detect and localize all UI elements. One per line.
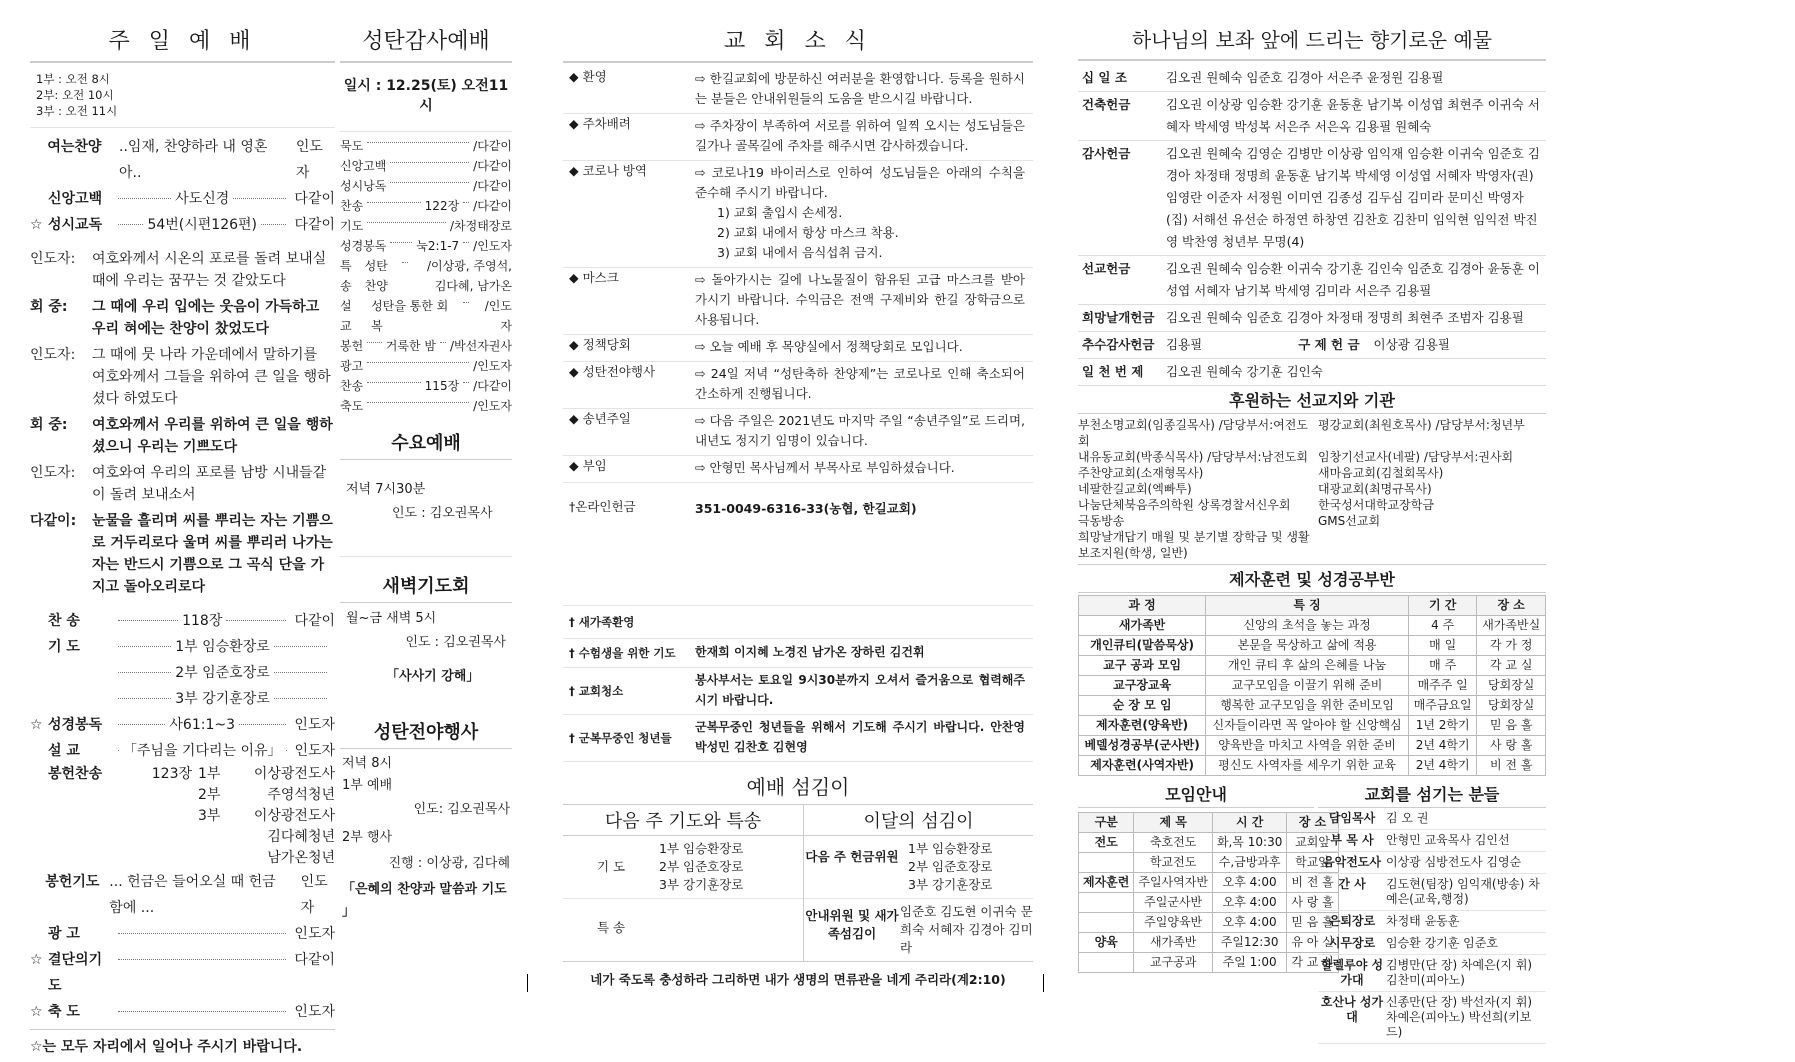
sunday-order-top <box>30 128 335 238</box>
christmas-order-row: 광고 /인도자 <box>340 359 512 373</box>
covid-rule: 1) 교회 출입시 손세정. <box>717 205 843 220</box>
training-row: 새가족반 신앙의 초석을 놓는 과정 4 주 새가족반실 <box>1079 616 1546 636</box>
responsive-reading <box>30 238 335 608</box>
training-row: 순 장 모 임 행복한 교구모임을 위한 준비모임 매주금요일 당회장실 <box>1079 696 1546 716</box>
stand-notice: ☆는 모두 자리에서 일어나 주시기 바랍니다. <box>30 1029 335 1062</box>
responsive-text: 여호와여 우리의 포로를 남방 시내들같이 돌려 보내소서 <box>92 465 327 503</box>
news-item <box>563 268 1033 335</box>
responsive-text: 그 때에 우리 입에는 웃음이 가득하고 우리 혀에는 찬양이 찼었도다 <box>92 299 320 337</box>
training-row: 베델성경공부(군사반) 양육반을 마치고 사역을 위한 준비 2년 4학기 사 랑 홀 <box>1079 736 1546 756</box>
news-key: ◆ 송년주일 <box>569 411 631 426</box>
news-text: ⇨ 24일 저녁 “성탄축하 찬양제”는 코로나로 인해 축소되어 간소하게 진행됩니다. <box>695 366 1025 401</box>
staff-names: 차정태 윤동훈 <box>1386 914 1460 928</box>
order-row <box>30 921 335 947</box>
news-text: ⇨ 오늘 예배 후 목양실에서 정책당회로 모입니다. <box>695 339 963 354</box>
news-text: ⇨ 한길교회에 방문하신 여러분을 환영합니다. 등록을 원하시는 분들은 안내위원들의 도움을 받으시길 바랍니다. <box>695 71 1025 106</box>
news-key: ◆ 부임 <box>569 458 607 473</box>
panel-sunday <box>30 22 335 1062</box>
news-item <box>563 161 1033 268</box>
news-key: ◆ 주차배려 <box>569 116 631 131</box>
staff-names: 김 오 권 <box>1386 811 1429 825</box>
order-leader: 다같이 <box>294 613 336 629</box>
offerings-title: 하나님의 보좌 앞에 드리는 향기로운 예물 <box>1078 22 1546 61</box>
christmas-order <box>340 132 512 420</box>
order-text: 2부 임준호장로 <box>175 665 270 681</box>
order-label: 결단의기도 <box>48 952 103 994</box>
offering-kind: 선교헌금 <box>1078 256 1162 305</box>
order-row <box>30 186 335 212</box>
responsive-line <box>30 342 335 412</box>
order-leader: 인도자 <box>294 717 335 733</box>
christmas-eve-title: 성탄전야행사 <box>340 715 512 749</box>
meet-row: 학교전도 수,금방과후 학교앞 <box>1079 853 1339 873</box>
mission-row: 극동방송 GMS선교회 <box>1078 514 1381 528</box>
staff-role: 음악전도사 <box>1323 855 1381 869</box>
meet-row: 주일군사반 오후 4:00 사 랑 홀 <box>1079 893 1339 913</box>
offering-song-line: 3부 이상광전도사 <box>198 808 335 824</box>
news-item <box>563 362 1033 409</box>
order-leader: 다같이 <box>294 952 335 968</box>
staff-row <box>1318 955 1546 992</box>
service-grid: 다음 주 기도와 특송 기 도 1부 임승환장로 2부 임준호장로 3부 강기훈장로 특 송 이달의 섬김이 다음 주 헌금위원 1부 임승환장로 2부 임준호장로 3부 강기훈장로 안내위원 및 새가족섬김이 임준호 김도현 이귀숙 문희숙 서혜자 김경아 김미라 <box>563 805 1033 962</box>
responsive-who: 인도자: <box>30 347 76 363</box>
staff-names: 김병만(단 장) 차예은(지 휘) 김찬미(피아노) <box>1386 958 1533 987</box>
order-mark: ☆ <box>30 717 43 733</box>
offering-kind: 건축헌금 <box>1078 92 1162 141</box>
mission-row: 네팔한길교회(엑빠투) 대광교회(최명규목사) <box>1078 482 1432 496</box>
order-text: 사61:1~3 <box>169 717 236 733</box>
meet-title: 모임안내 <box>1078 780 1314 808</box>
order-label: 광 고 <box>48 926 80 942</box>
sunday-order-bottom <box>30 869 335 1025</box>
staff-role: 담임목사 <box>1328 811 1376 825</box>
responsive-who: 회 중: <box>30 299 68 315</box>
panel-christmas <box>340 22 512 927</box>
order-label: 찬 송 <box>48 613 80 629</box>
service-title: 예배 섬김이 <box>563 768 1033 805</box>
order-label: 여는찬양 <box>47 139 102 155</box>
offering-row <box>1078 65 1546 92</box>
staff-role: 호산나 성가대 <box>1320 995 1384 1024</box>
christmas-title: 성탄감사예배 <box>340 22 512 63</box>
news-list <box>563 63 1033 483</box>
order-row <box>30 947 335 999</box>
dawn-title: 새벽기도회 <box>340 569 512 603</box>
bottom-area <box>1078 780 1546 1044</box>
order-leader: 다같이 <box>294 217 336 233</box>
offering-kind: 십 일 조 <box>1078 65 1162 92</box>
christmas-order-row: 찬송 115장 /다같이 <box>340 379 512 393</box>
responsive-who: 다같이: <box>30 513 77 529</box>
offering-names: 김오권 원혜숙 임준호 김경아 차정태 정명희 최현주 조범자 김용필 <box>1162 305 1546 332</box>
christmas-order-row: 신앙고백 /다같이 <box>340 159 512 173</box>
staff-title: 교회를 섬기는 분들 <box>1318 780 1546 808</box>
staff-row <box>1318 852 1546 874</box>
mission-row: 부천소명교회(임종길목사) /담당부서:여전도회 평강교회(최원호목사) /담당부서:청년부 <box>1078 418 1525 448</box>
offering-names: 김오권 이상광 임승환 강기훈 윤동훈 남기복 이성엽 최현주 이귀숙 서혜자 박세영 박성복 서은주 서은옥 김용필 원혜숙 <box>1162 92 1546 141</box>
christmas-order-row: 봉헌 거룩한 밤 /박선자권사 <box>340 339 512 353</box>
staff-row <box>1318 911 1546 933</box>
news-item <box>563 114 1033 161</box>
responsive-line <box>30 412 335 460</box>
order-leader: 인도자 <box>295 139 323 181</box>
missions-list <box>1078 414 1546 564</box>
order-text: ..임재, 찬양하라 내 영혼아.. <box>119 139 268 181</box>
staff-names: 신종만(단 장) 박선자(지 휘) 차예은(피아노) 박선희(키보드) <box>1386 995 1533 1039</box>
order-text: ... 헌금은 들어오실 때 헌금함에 ... <box>109 874 276 916</box>
offerings-table: 십 일 조 김오권 원혜숙 임준호 김경아 서은주 윤정원 김용필 건축헌금 김오권 이상광 임승환 강기훈 윤동훈 남기복 이성엽 최현주 이귀숙 서혜자 박세영 박성복 서은주 서은옥 김용필 원혜숙 감사헌금 김오권 원혜숙 김영순 김병만 이상광 임익재 임승환 이귀숙 임준호 김경아 차정태 정명희 윤동훈 남기복 박세영 이성엽 서혜자 박영자(권) 임영란 이준자 서정원 이미연 김종성 김두심 김미라 문미신 박영자(집) 서해선 유선순 하정연 하창연 김찬호 김찬미 임익현 임익전 박진영 박찬영 청년부 무명(4) 선교헌금 김오권 원혜숙 임승환 이귀숙 강기훈 김인숙 임준호 김경아 윤동훈 이성엽 서혜자 남기복 박세영 김미라 서은주 김용필 희망날개헌금 김오권 원혜숙 임준호 김경아 차정태 정명희 최현주 조범자 김용필 추수감사헌금 김용필 구 제 헌 금 이상광 김용필 일 천 번 제 김오권 원혜숙 강기훈 김인숙 <box>1078 65 1546 386</box>
offering-kind: 감사헌금 <box>1078 141 1162 256</box>
order-row <box>30 999 335 1025</box>
order-text: 118장 <box>182 613 223 629</box>
order-label: 설 교 <box>48 743 80 759</box>
christmas-order-row: 성경봉독 눅2:1-7 /인도자 <box>340 239 512 253</box>
staff-list <box>1318 808 1546 1044</box>
staff-names: 이상광 심방전도사 김영순 <box>1386 855 1522 869</box>
staff-row <box>1318 874 1546 911</box>
meet-row: 제자훈련 주일사역자반 오후 4:00 비 전 홀 <box>1079 873 1339 893</box>
news-extra: † 교회청소 봉사부서는 토요일 9시30분까지 오셔서 즐거움으로 협력해주시기 바랍니다. <box>563 668 1033 715</box>
fold-mark-left <box>527 974 528 992</box>
order-mark: ☆ <box>30 217 43 233</box>
panel-offerings <box>1078 22 1546 1044</box>
staff-names: 임승환 강기훈 임준호 <box>1386 936 1498 950</box>
news-text: ⇨ 안형민 목사님께서 부목사로 부임하셨습니다. <box>695 460 955 475</box>
order-leader: 인도자 <box>294 743 336 759</box>
order-label: 신앙고백 <box>48 191 103 207</box>
order-leader: 인도자 <box>294 926 335 942</box>
order-row <box>30 634 335 660</box>
news-item <box>563 67 1033 114</box>
responsive-text: 여호와께서 시온의 포로를 돌려 보내실 때에 우리는 꿈꾸는 것 같았도다 <box>92 251 327 289</box>
christmas-order-row: 성시낭독 /다같이 <box>340 179 512 193</box>
offering-names: 김오권 원혜숙 임승환 이귀숙 강기훈 김인숙 임준호 김경아 윤동훈 이성엽 서혜자 남기복 박세영 김미라 서은주 김용필 <box>1162 256 1546 305</box>
offering-song-line: 김다혜청년 <box>267 829 335 845</box>
training-row: 교구장교육 교구모임을 이끌기 위해 준비 매주주 일 당회장실 <box>1079 676 1546 696</box>
order-row <box>30 608 335 634</box>
order-text: 3부 강기훈장로 <box>175 691 270 707</box>
staff-row <box>1318 808 1546 830</box>
christmas-eve-info: 저녁 8시 1부 예배 인도: 김오권목사 2부 행사 진행 : 이상광, 김다혜 「은혜의 찬양과 말씀과 기도 」 <box>342 756 510 919</box>
dawn-info: 월~금 새벽 5시 인도 : 김오권목사 「사사기 강해」 <box>346 611 506 684</box>
order-text: 54번(시편126편) <box>147 217 257 233</box>
news-key: ◆ 환영 <box>569 69 607 84</box>
offering-row <box>1078 256 1546 305</box>
missions-title: 후원하는 선교지와 기관 <box>1078 386 1546 414</box>
order-label: 성시교독 <box>48 217 103 233</box>
bible-verse: 네가 죽도록 충성하라 그리하면 내가 생명의 면류관을 네게 주리라(계2:10) <box>590 972 1006 987</box>
news-key: ◆ 성탄전야행사 <box>569 364 656 379</box>
news-extra: † 수험생을 위한 기도 한재희 이지혜 노경진 남가온 장하린 김건휘 <box>563 639 1033 668</box>
offering-names: 김오권 원혜숙 임준호 김경아 서은주 윤정원 김용필 <box>1162 65 1546 92</box>
order-mark: ☆ <box>30 952 43 968</box>
christmas-order-row: 설교 성탄을 통한 회복 /인도자 <box>340 299 512 333</box>
staff-role: 시무장로 <box>1328 936 1376 950</box>
responsive-line <box>30 508 335 600</box>
christmas-order-row: 축도 /인도자 <box>340 399 512 413</box>
news-item <box>563 335 1033 362</box>
order-mark: ☆ <box>30 1004 43 1020</box>
responsive-who: 회 중: <box>30 417 68 433</box>
responsive-text: 여호와께서 우리를 위하여 큰 일을 행하셨으니 우리는 기쁘도다 <box>92 417 333 455</box>
offering-kind: 희망날개헌금 <box>1078 305 1162 332</box>
news-extra: † 새가족환영 <box>563 606 1033 639</box>
christmas-order-row: 묵도 /다같이 <box>340 139 512 153</box>
staff-role: 은퇴장로 <box>1328 914 1376 928</box>
news-text: ⇨ 다음 주일은 2021년도 마지막 주일 “송년주일”로 드리며, 내년도 정지기 임명이 있습니다. <box>695 413 1025 448</box>
christmas-order-row: 찬송 122장 /다같이 <box>340 199 512 213</box>
next-week-title: 다음 주 기도와 특송 <box>563 805 803 836</box>
training-title: 제자훈련 및 성경공부반 <box>1078 564 1546 593</box>
meet-row: 주일양육반 오후 4:00 믿 음 홀 <box>1079 913 1339 933</box>
panel-news <box>563 22 1033 996</box>
mission-row: 나눔단체북음주의학원 상록경찰서신우회 한국성서대학교장학금 <box>1078 498 1434 512</box>
responsive-text: 눈물을 흘리며 씨를 뿌리는 자는 기쁨으로 거두리로다 울며 씨를 뿌리러 나가는 자는 반드시 기쁨으로 그 곡식 단을 가지고 돌아오리로다 <box>92 513 333 595</box>
mission-row: 내유동교회(박종식목사) /담당부서:남전도회 임창기선교사(네팔) /담당부서:권사회 <box>1078 450 1514 464</box>
meet-row: 교구공과 주일 1:00 각 교 실 <box>1079 953 1339 973</box>
order-leader: 다같이 <box>294 191 335 207</box>
order-text: 사도신경 <box>175 191 230 207</box>
responsive-who: 인도자: <box>30 465 76 481</box>
responsive-line <box>30 460 335 508</box>
covid-rule: 3) 교회 내에서 음식섭취 금지. <box>717 245 883 260</box>
christmas-order-row: 기도 /차정태장로 <box>340 219 512 233</box>
offering-song-line: 남가온청년 <box>267 850 335 866</box>
news-key: ◆ 마스크 <box>569 270 619 285</box>
staff-row <box>1318 933 1546 955</box>
news-extra: † 군복무중인 청년들 군복무중인 청년들을 위해서 기도해 주시기 바랍니다. 안찬영 박성민 김찬호 김현영 <box>563 715 1033 762</box>
order-text: 「주님을 기다리는 이유」 <box>122 743 282 759</box>
news-text: ⇨ 돌아가시는 길에 나노물질이 함유된 고급 마스크를 받아 가시기 바랍니다. 수익금은 전액 구제비와 한길 장학금으로 사용됩니다. <box>695 272 1025 327</box>
offering-row <box>1078 92 1546 141</box>
sunday-order-middle <box>30 608 335 764</box>
online-offering: †온라인헌금 351-0049-6316-33(농협, 한길교회) <box>563 483 1033 606</box>
christmas-date: 일시 : 12.25(토) 오전11시 <box>340 63 512 132</box>
order-leader: 인도자 <box>300 874 328 916</box>
news-key: ◆ 정책당회 <box>569 337 631 352</box>
wednesday-title: 수요예배 <box>340 426 512 460</box>
order-row <box>30 712 335 738</box>
order-label: 축 도 <box>48 1004 80 1020</box>
news-key: ◆ 코로나 방역 <box>569 163 647 178</box>
staff-names: 김도현(팀장) 임익재(방송) 차예은(교육,행정) <box>1386 877 1540 906</box>
order-label: 성경봉독 <box>48 717 103 733</box>
offering-row <box>1078 141 1546 256</box>
staff-row <box>1318 992 1546 1044</box>
news-item <box>563 456 1033 483</box>
offering-song-line: 2부 주영석청년 <box>198 787 335 803</box>
order-row <box>30 134 335 186</box>
order-label: 봉헌기도 <box>45 874 100 890</box>
news-item <box>563 409 1033 456</box>
order-row <box>30 212 335 238</box>
covid-rule: 2) 교회 내에서 항상 마스크 착용. <box>717 225 899 240</box>
order-label: 기 도 <box>48 639 80 655</box>
training-row: 개인큐티(말씀묵상) 본문을 묵상하고 삶에 적용 매 일 각 가 정 <box>1079 636 1546 656</box>
staff-role: 부 목 사 <box>1330 833 1374 847</box>
meet-row: 전도 축호전도 화,목 10:30 교회앞 <box>1079 833 1339 853</box>
mission-row: 주찬양교회(소재형목사) 새마음교회(김철회목사) <box>1078 466 1444 480</box>
christmas-order-row: 특송 성탄찬양 /이상광, 주영석, 김다혜, 남가온 <box>340 259 512 293</box>
responsive-text: 그 때에 뭇 나라 가운데에서 말하기를 여호와께서 그들을 위하여 큰 일을 행하셨다 하였도다 <box>92 347 331 407</box>
mission-row: 희망날개답기 매월 및 분기별 장학금 및 생활보조지원(학생, 일반) <box>1078 530 1310 560</box>
training-row: 교구 공과 모임 개인 큐티 후 삶의 은혜를 나눔 매 주 각 교 실 <box>1079 656 1546 676</box>
order-text: 1부 임승환장로 <box>175 639 270 655</box>
training-row: 제자훈련(사역자반) 평신도 사역자를 세우기 위한 교육 2년 4학기 비 전 홀 <box>1079 756 1546 776</box>
responsive-who: 인도자: <box>30 251 76 267</box>
fold-mark-right <box>1043 974 1044 992</box>
training-table: 과 정 특 징 기 간 장 소 새가족반 신앙의 초석을 놓는 과정 4 주 새가족반실 개인큐티(말씀묵상) 본문을 묵상하고 삶에 적용 매 일 각 가 정 교구 공과 모임 개인 큐티 후 삶의 은혜를 나눔 매 주 각 교 실 교구장교육 교구모임을 이끌기 위해 준비 매주주 일 당회장실 순 장 모 임 행복한 교구모임을 위한 준비모임 매주금요일 당회장실 제자훈련(양육반) 신자들이라면 꼭 알아야 할 신앙핵심 1년 2학기 믿 음 홀 베델성경공부(군사반) 양육반을 마치고 사역을 위한 준비 2년 4학기 사 랑 홀 제자훈련(사역자반) 평신도 사역자를 세우기 위한 교육 2년 4학기 비 전 홀 <box>1078 595 1546 776</box>
responsive-line <box>30 246 335 294</box>
order-leader: 인도자 <box>294 1004 335 1020</box>
order-row <box>30 660 335 686</box>
responsive-line <box>30 294 335 342</box>
wednesday-info: 저녁 7시30분 인도 : 김오권목사 <box>340 460 512 557</box>
sunday-title: 주 일 예 배 <box>30 22 335 63</box>
staff-names: 안형민 교육목사 김인선 <box>1386 833 1510 847</box>
meet-table: 구분 제 목 시 간 장 소 전도 축호전도 화,목 10:30 교회앞 학교전도 수,금방과후 학교앞 제자훈련 주일사역자반 오후 4:00 비 전 홀 주일군사반 오후 4:00 사 랑 홀 주일양육반 오후 4:00 믿 음 홀 양육 새가족반 주일12:30 유 아 실 교구공과 주일 1:00 각 교 실 <box>1078 812 1339 973</box>
news-title: 교 회 소 식 <box>563 22 1033 63</box>
staff-role: 할렐루야 성가대 <box>1320 958 1384 987</box>
news-text: ⇨ 주차장이 부족하여 서로를 위하여 일찍 오시는 성도님들은 길가나 골목길에 주차를 해주시면 감사하겠습니다. <box>695 118 1025 153</box>
order-row <box>30 738 335 764</box>
training-row: 제자훈련(양육반) 신자들이라면 꼭 알아야 할 신앙핵심 1년 2학기 믿 음 홀 <box>1079 716 1546 736</box>
sunday-times: 1부 : 오전 8시 2부: 오전 10시 3부 : 오전 11시 <box>30 63 335 128</box>
news-text: ⇨ 코로나19 바이러스로 인하여 성도님들은 아래의 수칙을 준수해 주시기 바랍니다. 1) 교회 출입시 손세정. 2) 교회 내에서 항상 마스크 착용. 3) 교회 내에서 음식섭취 금지. <box>695 161 1033 267</box>
order-row <box>30 686 335 712</box>
this-month-title: 이달의 섬김이 <box>804 805 1033 836</box>
news-extras <box>563 606 1033 762</box>
offering-row <box>1078 305 1546 332</box>
staff-role: 간 사 <box>1338 877 1366 891</box>
offering-names: 김오권 원혜숙 김영순 김병만 이상광 임익재 임승환 이귀숙 임준호 김경아 차정태 정명희 윤동훈 남기복 박세영 이성엽 서혜자 박영자(권) 임영란 이준자 서정원 이미연 김종성 김두심 김미라 문미신 박영자(집) 서해선 유선순 하정연 하창연 김찬호 김찬미 임익현 임익전 박진영 박찬영 청년부 무명(4) <box>1162 141 1546 256</box>
meet-row: 양육 새가족반 주일12:30 유 아 실 <box>1079 933 1339 953</box>
offering-song: 봉헌찬송 123장 1부 이상광전도사 2부 주영석청년 3부 이상광전도사 김다혜청년 남가온청년 <box>30 764 335 869</box>
order-row <box>30 869 335 921</box>
offering-song-line: 1부 이상광전도사 <box>198 766 335 782</box>
staff-row <box>1318 830 1546 852</box>
